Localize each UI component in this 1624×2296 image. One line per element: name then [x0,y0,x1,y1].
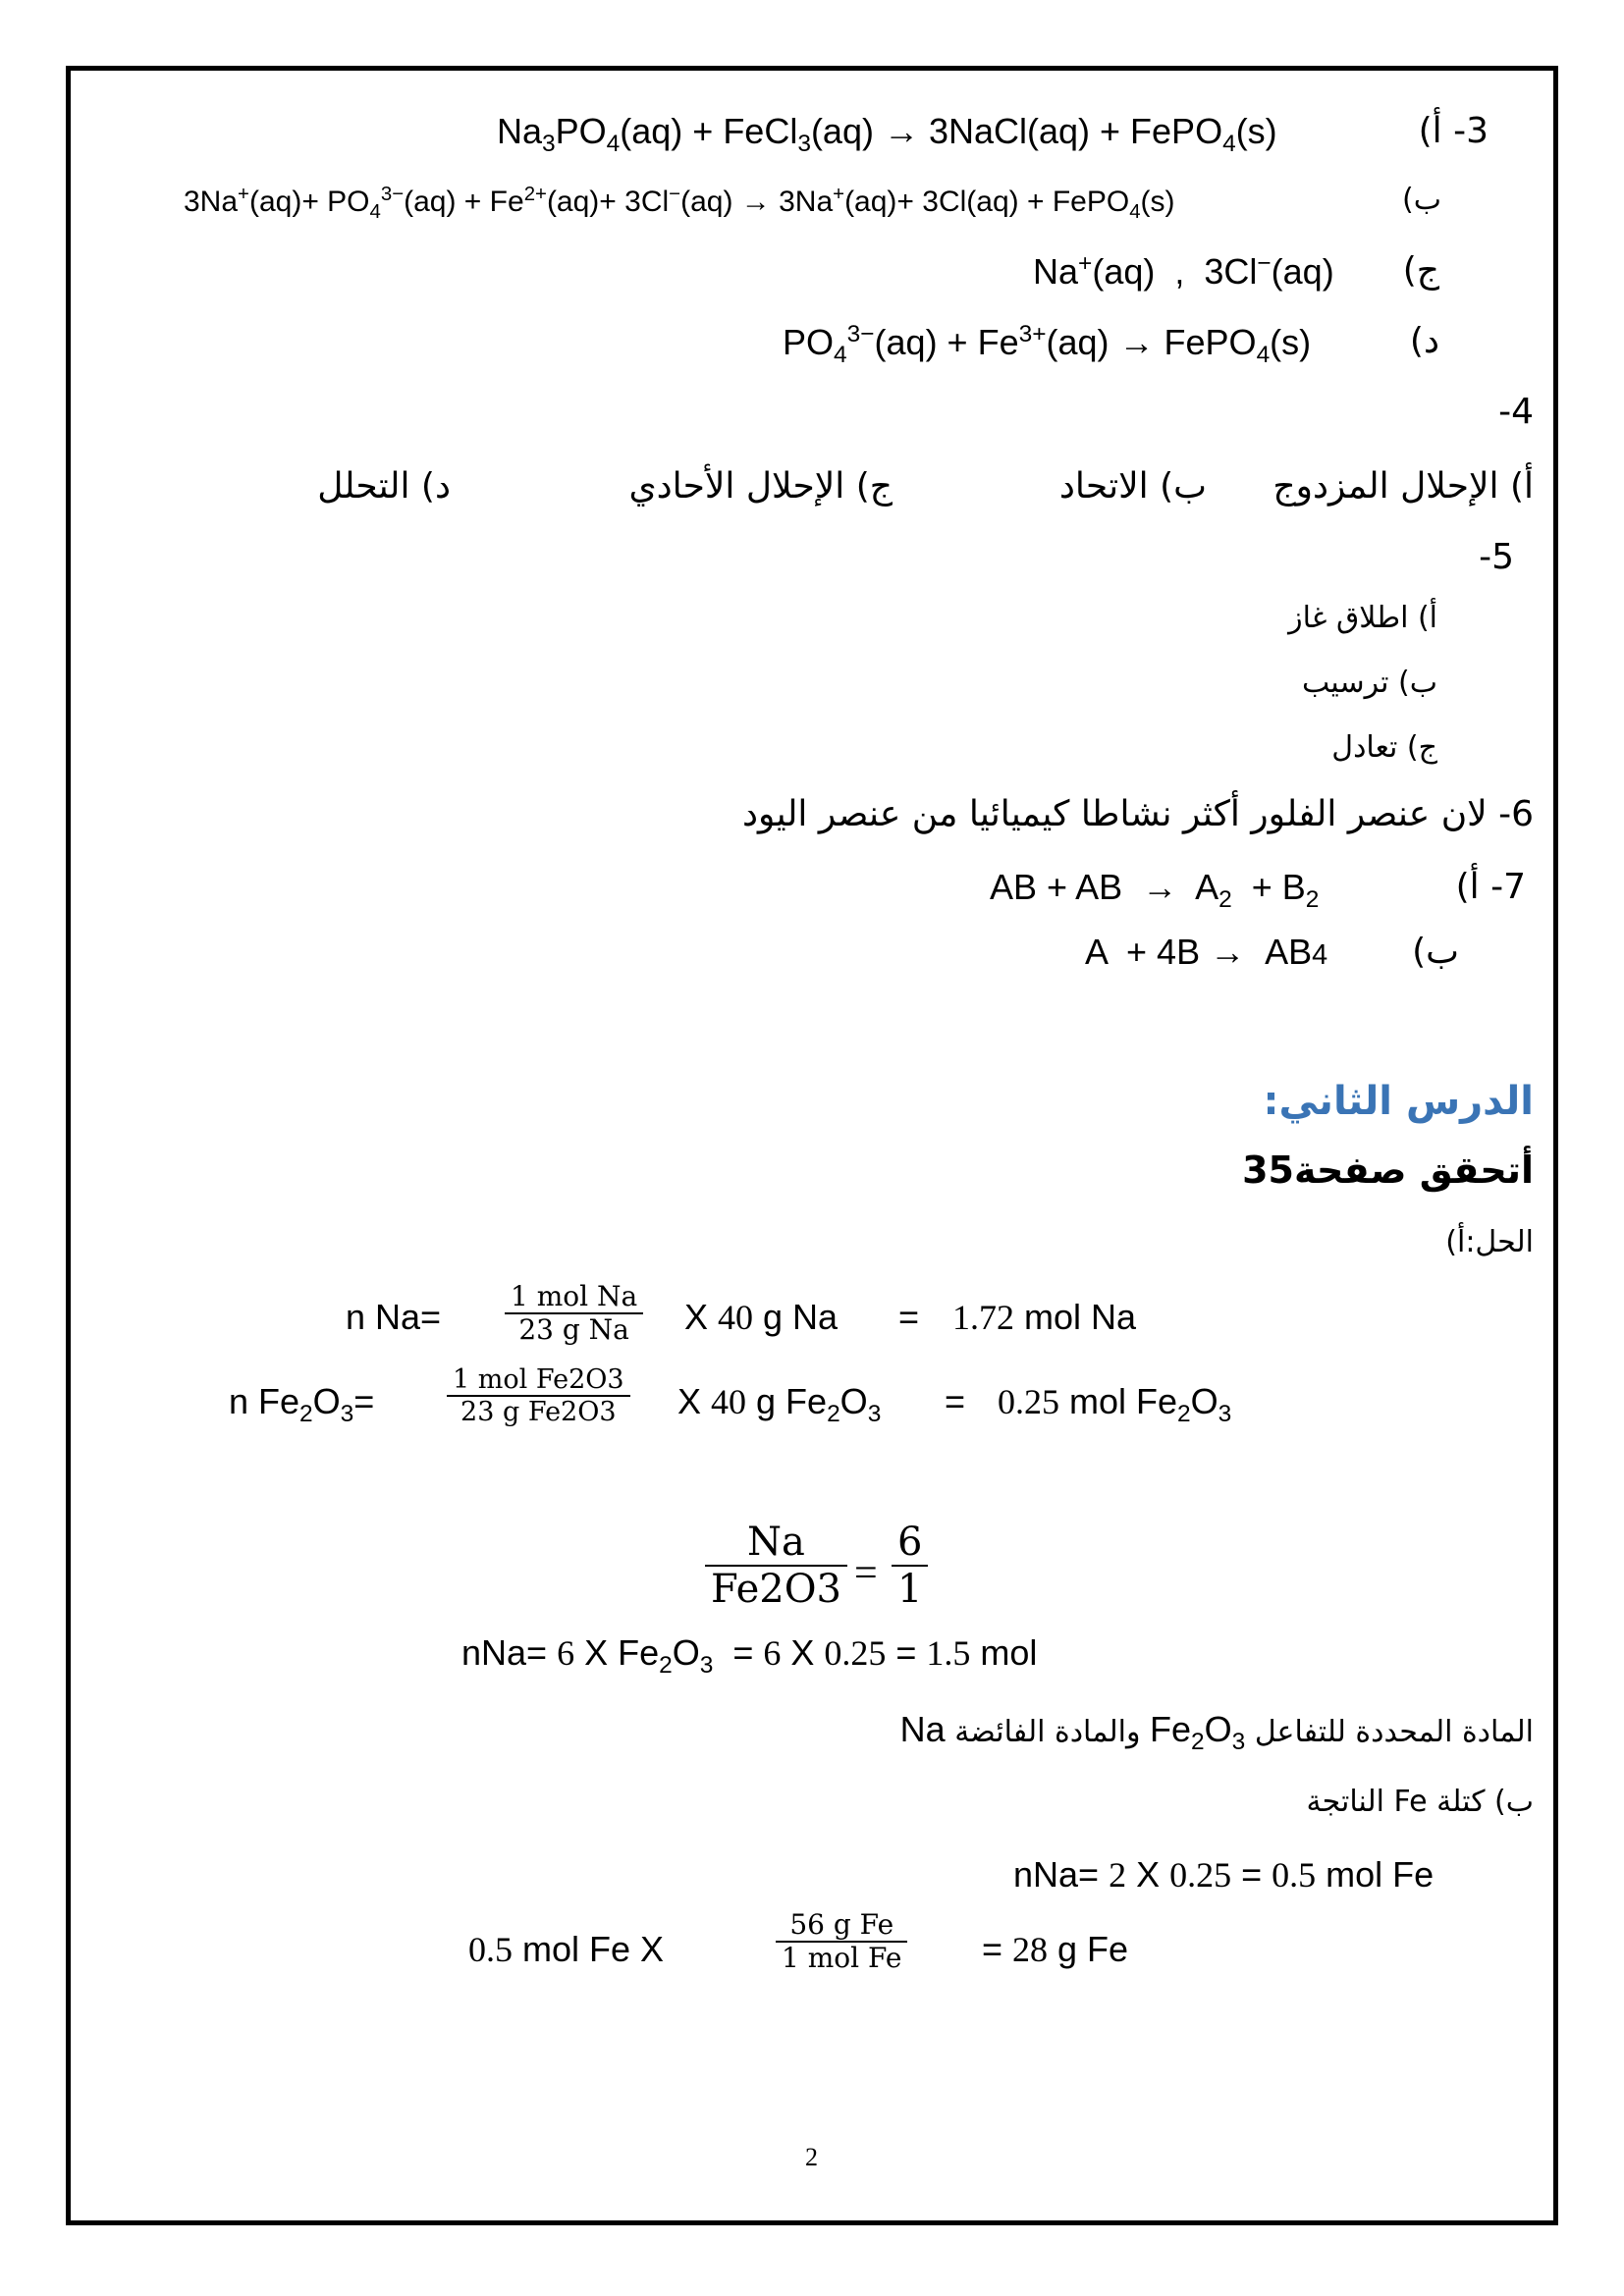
fe2o3-moles-label: n $Fe_2O_3=$ [229,1381,375,1428]
q7-a-equation: AB + AB → $A_2 + B_2$ [990,867,1320,914]
nna-calculation: nNa= 6 X $Fe_2O_3 = 6$ X 0.25 = 1.5 mol [461,1632,1038,1680]
q3-a-equation: $Na_3PO_4(aq)$ + FeCl$_3$(aq) → 3NaCl(aq) + FePO$_4$(s) [497,111,1277,158]
q3-b-equation: $3Na^+(aq)+ PO_4^{3-}(aq) + Fe^{2+}(aq)+ 3Cl^-(aq) \to 3Na^+(aq)+ 3Cl(aq)$ + FePO$_4$(s) [184,184,1175,223]
q3-c-equation: Na+(aq) , 3Cl−(aq) [1033,250,1334,292]
q5-number: 5- [1479,537,1514,577]
fe2o3-result: 0.25 mol $Fe_2O_3$ [998,1381,1232,1428]
fe-mass-prefix: 0.5 mol Fe X [468,1929,665,1969]
lesson-title: الدرس الثاني: [1263,1079,1534,1124]
nna-fe-calculation: nNa= 2 X 0.25 = 0.5 mol Fe [1013,1854,1435,1895]
ratio-equals: = [854,1551,878,1596]
q4-option-d: د) التحلل [317,466,451,507]
q3-b-label: ب) [1402,183,1441,217]
fe-mass-label: ب) كتلة Fe الناتجة [1306,1785,1534,1819]
fe-mass-fraction: 56 g Fe 1 mol Fe [776,1909,907,1974]
q3-d-equation: $PO_4^{3-}(aq) + Fe^{3+}(aq)$ → FePO$_4$(s) [783,321,1312,369]
fe2o3-conversion-fraction: 1 mol Fe2O3 23 g Fe2O3 [447,1364,630,1427]
q4-option-b: ب) الاتحاد [1058,466,1207,507]
q4-option-c: ج) الإحلال الأحادي [628,466,893,507]
na-equals: = [898,1297,920,1337]
fe-mass-result: = 28 g Fe [982,1929,1129,1969]
fe2o3-multiplier: X 40 g $Fe_2O_3$ [677,1381,882,1428]
na-moles-label: n Na= [346,1297,442,1337]
q3-d-label: د) [1409,321,1439,361]
ratio-value-fraction: 6 1 [892,1520,928,1612]
q7-b-equation: A + 4B → AB4 [1085,932,1328,972]
q5-option-c: ج) تعادل [1331,730,1437,765]
na-multiplier: X 40 g Na [684,1297,839,1337]
q4-option-a: أ) الإحلال المزدوج [1272,466,1534,507]
mole-ratio-fraction: Na Fe2O3 [705,1520,847,1612]
q4-number: 4- [1498,392,1534,432]
q5-option-b: ب) ترسيب [1301,666,1437,700]
fe2o3-equals: = [945,1381,966,1421]
q5-option-a: أ) اطلاق غاز [1288,601,1437,635]
q7-b-label: ب) [1412,932,1459,972]
solution-label: الحل:أ) [1445,1225,1534,1259]
q6-answer: 6- لان عنصر الفلور أكثر نشاطا كيميائيا من عنصر اليود [741,794,1534,834]
q3-a-label: 3- أ) [1418,111,1489,151]
lesson-check-page: أتحقق صفحة35 [1242,1148,1534,1192]
q7-a-label: 7- أ) [1455,867,1526,907]
na-conversion-fraction: 1 mol Na 23 g Na [505,1281,643,1346]
na-result: 1.72 mol Na [952,1297,1137,1337]
limiting-reagent-statement: المادة المحددة للتفاعل $Fe_2O_3$ والمادة الفائضة Na [899,1709,1534,1756]
page-number: 2 [805,2143,818,2171]
page-border [66,66,1558,2225]
q3-c-label: ج) [1402,250,1439,291]
